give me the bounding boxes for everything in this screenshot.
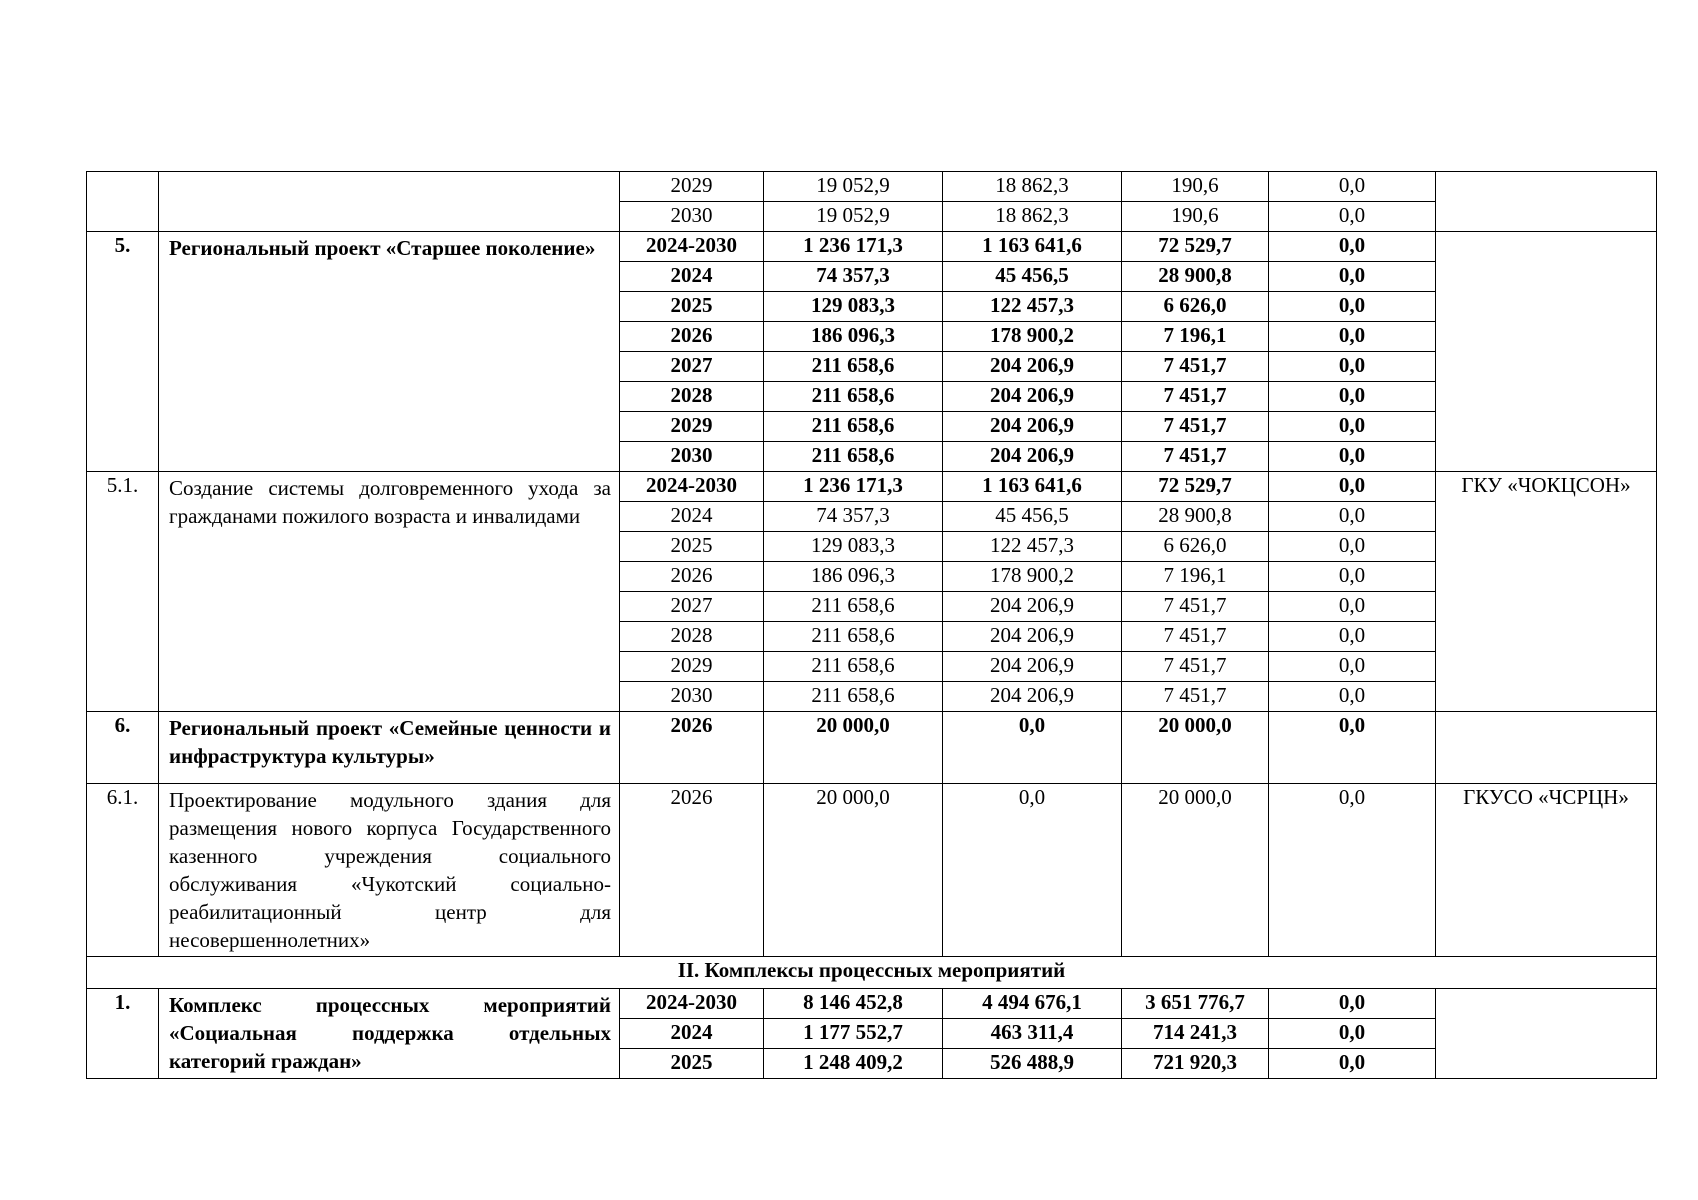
regional-cell: 7 451,7 <box>1122 592 1269 622</box>
year-cell: 2028 <box>620 382 764 412</box>
federal-cell: 0,0 <box>943 784 1122 957</box>
budget-table <box>86 171 1657 1079</box>
total-cell: 129 083,3 <box>764 532 943 562</box>
year-cell: 2026 <box>620 784 764 957</box>
federal-cell: 122 457,3 <box>943 532 1122 562</box>
other-cell: 0,0 <box>1269 172 1436 202</box>
other-cell: 0,0 <box>1269 1049 1436 1079</box>
item-number: 1. <box>87 989 159 1079</box>
federal-cell: 204 206,9 <box>943 592 1122 622</box>
empty-executor-cell <box>1436 172 1657 232</box>
item-name: Комплекс процессных мероприятий «Социальная поддержка отдельных категорий граждан» <box>169 993 611 1073</box>
year-cell: 2025 <box>620 292 764 322</box>
year-cell: 2024 <box>620 262 764 292</box>
federal-cell: 204 206,9 <box>943 352 1122 382</box>
table-row <box>87 232 1657 262</box>
total-cell: 19 052,9 <box>764 202 943 232</box>
other-cell: 0,0 <box>1269 592 1436 622</box>
regional-cell: 6 626,0 <box>1122 292 1269 322</box>
item-name: Региональный проект «Семейные ценности и инфраструктура культуры» <box>169 716 611 768</box>
total-cell: 1 248 409,2 <box>764 1049 943 1079</box>
federal-cell: 45 456,5 <box>943 262 1122 292</box>
regional-cell: 7 196,1 <box>1122 562 1269 592</box>
item-number: 6.1. <box>87 784 159 957</box>
total-cell: 74 357,3 <box>764 262 943 292</box>
other-cell: 0,0 <box>1269 622 1436 652</box>
total-cell: 1 236 171,3 <box>764 472 943 502</box>
regional-cell: 72 529,7 <box>1122 472 1269 502</box>
total-cell: 74 357,3 <box>764 502 943 532</box>
year-cell: 2024-2030 <box>620 232 764 262</box>
year-cell: 2028 <box>620 622 764 652</box>
other-cell: 0,0 <box>1269 532 1436 562</box>
regional-cell: 7 451,7 <box>1122 682 1269 712</box>
federal-cell: 204 206,9 <box>943 412 1122 442</box>
regional-cell: 190,6 <box>1122 202 1269 232</box>
regional-cell: 20 000,0 <box>1122 712 1269 784</box>
regional-cell: 721 920,3 <box>1122 1049 1269 1079</box>
federal-cell: 1 163 641,6 <box>943 472 1122 502</box>
other-cell: 0,0 <box>1269 784 1436 957</box>
federal-cell: 122 457,3 <box>943 292 1122 322</box>
year-cell: 2024 <box>620 1019 764 1049</box>
total-cell: 211 658,6 <box>764 382 943 412</box>
total-cell: 211 658,6 <box>764 652 943 682</box>
regional-cell: 7 451,7 <box>1122 412 1269 442</box>
year-cell: 2029 <box>620 652 764 682</box>
item-name-cell <box>159 989 620 1079</box>
other-cell: 0,0 <box>1269 1019 1436 1049</box>
executor-cell: ГКУСО «ЧСРЦН» <box>1436 784 1657 957</box>
regional-cell: 7 451,7 <box>1122 382 1269 412</box>
total-cell: 1 177 552,7 <box>764 1019 943 1049</box>
federal-cell: 204 206,9 <box>943 652 1122 682</box>
item-name: Региональный проект «Старшее поколение» <box>169 236 596 260</box>
regional-cell: 7 451,7 <box>1122 442 1269 472</box>
federal-cell: 463 311,4 <box>943 1019 1122 1049</box>
regional-cell: 28 900,8 <box>1122 262 1269 292</box>
year-cell: 2026 <box>620 322 764 352</box>
regional-cell: 7 196,1 <box>1122 322 1269 352</box>
total-cell: 20 000,0 <box>764 712 943 784</box>
regional-cell: 714 241,3 <box>1122 1019 1269 1049</box>
federal-cell: 204 206,9 <box>943 442 1122 472</box>
year-cell: 2029 <box>620 172 764 202</box>
other-cell: 0,0 <box>1269 352 1436 382</box>
federal-cell: 204 206,9 <box>943 682 1122 712</box>
item-name-cell <box>159 712 620 784</box>
total-cell: 211 658,6 <box>764 352 943 382</box>
table-row <box>87 712 1657 784</box>
empty-executor-cell <box>1436 712 1657 784</box>
table-row <box>87 989 1657 1019</box>
empty-executor-cell <box>1436 989 1657 1079</box>
year-cell: 2029 <box>620 412 764 442</box>
year-cell: 2025 <box>620 1049 764 1079</box>
total-cell: 186 096,3 <box>764 322 943 352</box>
federal-cell: 18 862,3 <box>943 202 1122 232</box>
total-cell: 8 146 452,8 <box>764 989 943 1019</box>
empty-no-cell <box>87 172 159 232</box>
other-cell: 0,0 <box>1269 262 1436 292</box>
other-cell: 0,0 <box>1269 292 1436 322</box>
year-cell: 2027 <box>620 592 764 622</box>
year-cell: 2025 <box>620 532 764 562</box>
federal-cell: 0,0 <box>943 712 1122 784</box>
other-cell: 0,0 <box>1269 412 1436 442</box>
table-row <box>87 472 1657 502</box>
year-cell: 2027 <box>620 352 764 382</box>
item-name-cell <box>159 232 620 472</box>
regional-cell: 7 451,7 <box>1122 652 1269 682</box>
regional-cell: 3 651 776,7 <box>1122 989 1269 1019</box>
section-row <box>87 957 1657 989</box>
other-cell: 0,0 <box>1269 502 1436 532</box>
year-cell: 2026 <box>620 562 764 592</box>
federal-cell: 178 900,2 <box>943 322 1122 352</box>
regional-cell: 72 529,7 <box>1122 232 1269 262</box>
year-cell: 2026 <box>620 712 764 784</box>
item-name-cell <box>159 472 620 712</box>
total-cell: 211 658,6 <box>764 622 943 652</box>
regional-cell: 6 626,0 <box>1122 532 1269 562</box>
federal-cell: 1 163 641,6 <box>943 232 1122 262</box>
year-cell: 2030 <box>620 682 764 712</box>
table-row <box>87 784 1657 957</box>
empty-name-cell <box>159 172 620 232</box>
other-cell: 0,0 <box>1269 472 1436 502</box>
federal-cell: 526 488,9 <box>943 1049 1122 1079</box>
total-cell: 20 000,0 <box>764 784 943 957</box>
total-cell: 211 658,6 <box>764 442 943 472</box>
other-cell: 0,0 <box>1269 712 1436 784</box>
item-name: Создание системы долговременного ухода за гражданами пожилого возраста и инвалидами <box>169 476 611 528</box>
other-cell: 0,0 <box>1269 682 1436 712</box>
regional-cell: 7 451,7 <box>1122 622 1269 652</box>
other-cell: 0,0 <box>1269 382 1436 412</box>
other-cell: 0,0 <box>1269 442 1436 472</box>
item-number: 5. <box>87 232 159 472</box>
year-cell: 2030 <box>620 202 764 232</box>
regional-cell: 7 451,7 <box>1122 352 1269 382</box>
year-cell: 2024 <box>620 502 764 532</box>
other-cell: 0,0 <box>1269 562 1436 592</box>
table-row <box>87 172 1657 202</box>
item-name-cell <box>159 784 620 957</box>
regional-cell: 28 900,8 <box>1122 502 1269 532</box>
federal-cell: 45 456,5 <box>943 502 1122 532</box>
federal-cell: 204 206,9 <box>943 382 1122 412</box>
total-cell: 19 052,9 <box>764 172 943 202</box>
total-cell: 211 658,6 <box>764 592 943 622</box>
item-name: Проектирование модульного здания для размещения нового корпуса Государственного казенного учреждения социального обслуживания «Чукотский социально-реабилитационный центр для несовершеннолетних» <box>169 788 611 952</box>
total-cell: 1 236 171,3 <box>764 232 943 262</box>
empty-executor-cell <box>1436 232 1657 472</box>
item-number: 5.1. <box>87 472 159 712</box>
year-cell: 2024-2030 <box>620 472 764 502</box>
federal-cell: 178 900,2 <box>943 562 1122 592</box>
total-cell: 129 083,3 <box>764 292 943 322</box>
other-cell: 0,0 <box>1269 202 1436 232</box>
federal-cell: 204 206,9 <box>943 622 1122 652</box>
other-cell: 0,0 <box>1269 989 1436 1019</box>
total-cell: 211 658,6 <box>764 682 943 712</box>
other-cell: 0,0 <box>1269 652 1436 682</box>
year-cell: 2024-2030 <box>620 989 764 1019</box>
regional-cell: 190,6 <box>1122 172 1269 202</box>
executor-cell: ГКУ «ЧОКЦСОН» <box>1436 472 1657 712</box>
total-cell: 186 096,3 <box>764 562 943 592</box>
total-cell: 211 658,6 <box>764 412 943 442</box>
other-cell: 0,0 <box>1269 322 1436 352</box>
other-cell: 0,0 <box>1269 232 1436 262</box>
federal-cell: 4 494 676,1 <box>943 989 1122 1019</box>
federal-cell: 18 862,3 <box>943 172 1122 202</box>
regional-cell: 20 000,0 <box>1122 784 1269 957</box>
item-number: 6. <box>87 712 159 784</box>
section-title: II. Комплексы процессных мероприятий <box>87 957 1657 989</box>
year-cell: 2030 <box>620 442 764 472</box>
